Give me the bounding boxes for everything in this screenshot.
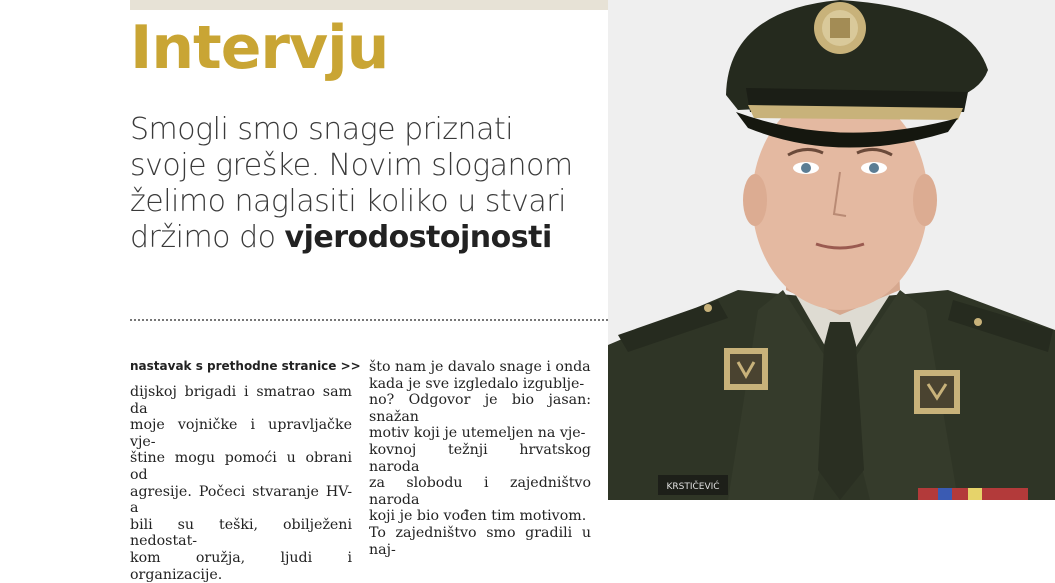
lead-quote [130, 112, 600, 256]
text-line: dijskoj brigadi i smatrao sam da [130, 384, 352, 417]
text-line: bili su teški, obilježeni nedostat- [130, 516, 352, 550]
lead-line: Smogli smo snage priznati [130, 112, 514, 147]
portrait-photo [608, 0, 1055, 500]
text-line: što nam je davalo snage i onda [369, 359, 591, 375]
section-heading: Intervju [130, 13, 389, 83]
text-line: To zajedništvo smo gradili u naj- [369, 524, 591, 558]
lead-line: svoje greške. Novim sloganom [130, 148, 573, 183]
lead-line: držimo do [130, 220, 285, 255]
text-line: kom oružja, ljudi i organizacije. [130, 549, 352, 583]
article-column-1 [130, 384, 352, 583]
text-line: kovnoj težnji hrvatskog naroda [369, 441, 591, 475]
text-line: agresije. Počeci stvaranje HV-a [130, 483, 352, 517]
lead-line-last [130, 220, 600, 256]
lead-line: želimo naglasiti koliko u stvari [130, 184, 566, 219]
officer-portrait-icon [608, 0, 1055, 500]
dotted-divider [130, 319, 608, 321]
text-line: kada je sve izgledalo izgublje- [369, 375, 585, 392]
name-tag: KRSTIČEVIĆ [666, 482, 720, 492]
text-line: štine mogu pomoći u obrani od [130, 450, 352, 483]
continued-from-link[interactable]: nastavak s prethodne stranice >> [130, 359, 361, 373]
text-line: no? Odgovor je bio jasan: snažan [369, 392, 591, 425]
article-column-2 [369, 359, 591, 558]
lead-emphasis: vjerodostojnosti [284, 220, 552, 255]
text-line: koji je bio vođen tim motivom. [369, 508, 587, 525]
text-line: moje vojničke i upravljačke vje- [130, 417, 352, 450]
text-line: za slobodu i zajedništvo naroda [369, 475, 591, 508]
text-line: motiv koji je utemeljen na vje- [369, 425, 586, 442]
